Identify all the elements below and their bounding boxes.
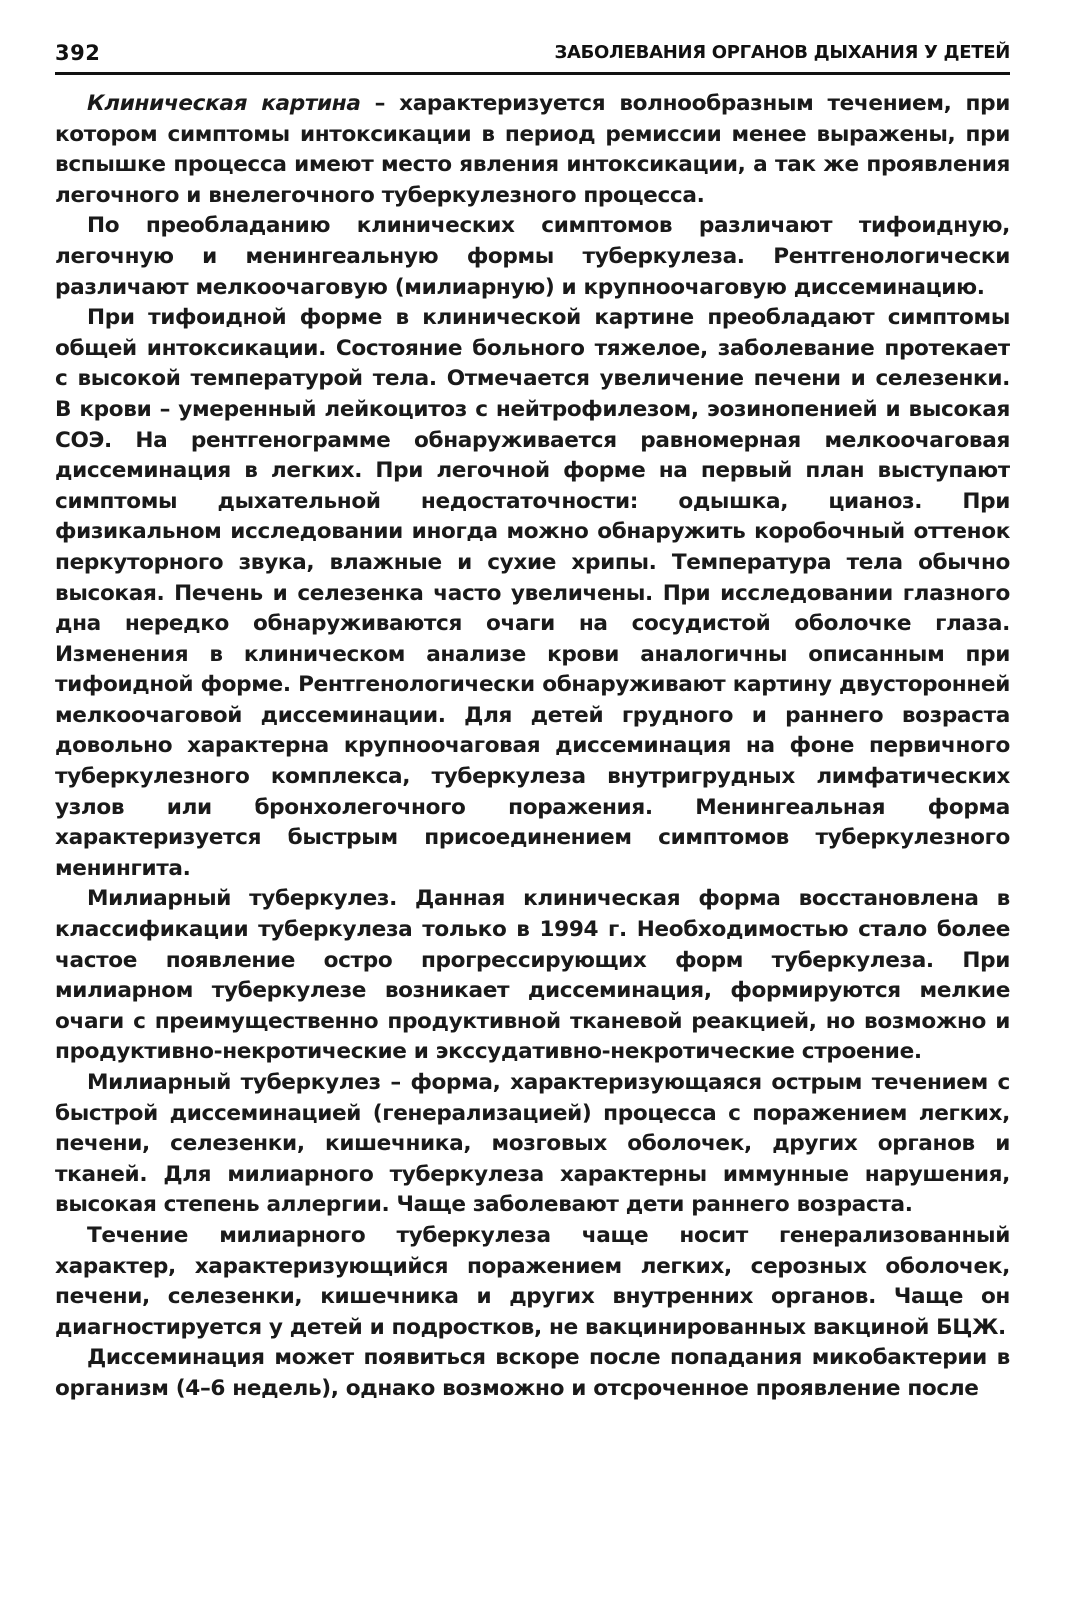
paragraph-text: Милиарный туберкулез – форма, характеризующаяся острым течением с быстрой диссеминацией (генерализацией) процесса с поражением легких, печени, селезенки, кишечника, мозговых оболочек, других органов и тканей. Для милиарного туберкулеза характерны иммунные нарушения, высокая степень аллергии. Чаще заболевают дети раннего возраста. [55, 1070, 1010, 1218]
paragraph-typhoid-form [55, 303, 1010, 884]
paragraph-text: – характеризуется волнообразным течением, при котором симптомы интоксикации в период ремиссии менее выражены, при вспышке процесса имеют место явления интоксикации, а так же проявления легочного и внелегочного туберкулезного процесса. [55, 91, 1010, 208]
body-text [55, 89, 1010, 1405]
paragraph-clinical-picture [55, 89, 1010, 211]
running-header [55, 40, 1010, 75]
paragraph-miliary-tuberculosis [55, 884, 1010, 1068]
paragraph-miliary-definition [55, 1068, 1010, 1221]
paragraph-text: Данная клиническая форма восстановлена в классификации туберкулеза только в 1994 г. Необходимостью стало более частое появление остро прогрессирующих форм туберкулеза. При милиарном туберкулезе возникает диссеминация, формируются мелкие очаги с преимущественно продуктивной тканевой реакцией, но возможно и продуктивно-некротические и экссудативно-некротические строение. [55, 886, 1010, 1065]
page-number: 392 [55, 41, 101, 65]
book-page [55, 40, 1010, 1580]
paragraph-text: При тифоидной форме в клинической картине преобладают симптомы общей интоксикации. Состояние больного тяжелое, заболевание протекает с высокой температурой тела. Отмечается увеличение печени и селезенки. В крови – умеренный лейкоцитоз с нейтрофилезом, эозинопенией и высокая СОЭ. На рентгенограмме обнаруживается равномерная мелкоочаговая диссеминация в легких. При легочной форме на первый план выступают симптомы дыхательной недостаточности: одышка, цианоз. При физикальном исследовании иногда можно обнаружить коробочный оттенок перкуторного звука, влажные и сухие хрипы. Температура тела обычно высокая. Печень и селезенка часто увеличены. При исследовании глазного дна нередко обнаруживаются очаги на сосудистой оболочке глаза. Изменения в клиническом анализе крови аналогичны описанным при тифоидной форме. Рентгенологически обнаруживают картину двусторонней мелкоочаговой диссеминации. Для детей грудного и раннего возраста довольно характерна крупноочаговая диссеминация на фоне первичного туберкулезного комплекса, туберкулеза внутригрудных лимфатических узлов или бронхолегочного поражения. Менингеальная форма характеризуется быстрым присоединением симптомов туберкулезного менингита. [55, 305, 1010, 881]
paragraph-text: По преобладанию клинических симптомов различают тифоидную, легочную и менингеальную формы туберкулеза. Рентгенологически различают мелкоочаговую (милиарную) и крупноочаговую диссеминацию. [55, 213, 1010, 300]
paragraph-forms [55, 211, 1010, 303]
paragraph-lead-term: Клиническая картина [87, 91, 361, 116]
paragraph-dissemination-onset [55, 1343, 1010, 1404]
paragraph-miliary-course [55, 1221, 1010, 1343]
paragraph-text: Диссеминация может появиться вскоре после попадания микобактерии в организм (4–6 недель), однако возможно и отсроченное проявление после [55, 1345, 1010, 1401]
paragraph-lead-term: Милиарный туберкулез. [87, 886, 397, 912]
section-title: ЗАБОЛЕВАНИЯ ОРГАНОВ ДЫХАНИЯ У ДЕТЕЙ [554, 42, 1010, 63]
paragraph-text: Течение милиарного туберкулеза чаще носит генерализованный характер, характеризующийся поражением легких, серозных оболочек, печени, селезенки, кишечника и других внутренних органов. Чаще он диагностируется у детей и подростков, не вакцинированных вакциной БЦЖ. [55, 1222, 1010, 1340]
